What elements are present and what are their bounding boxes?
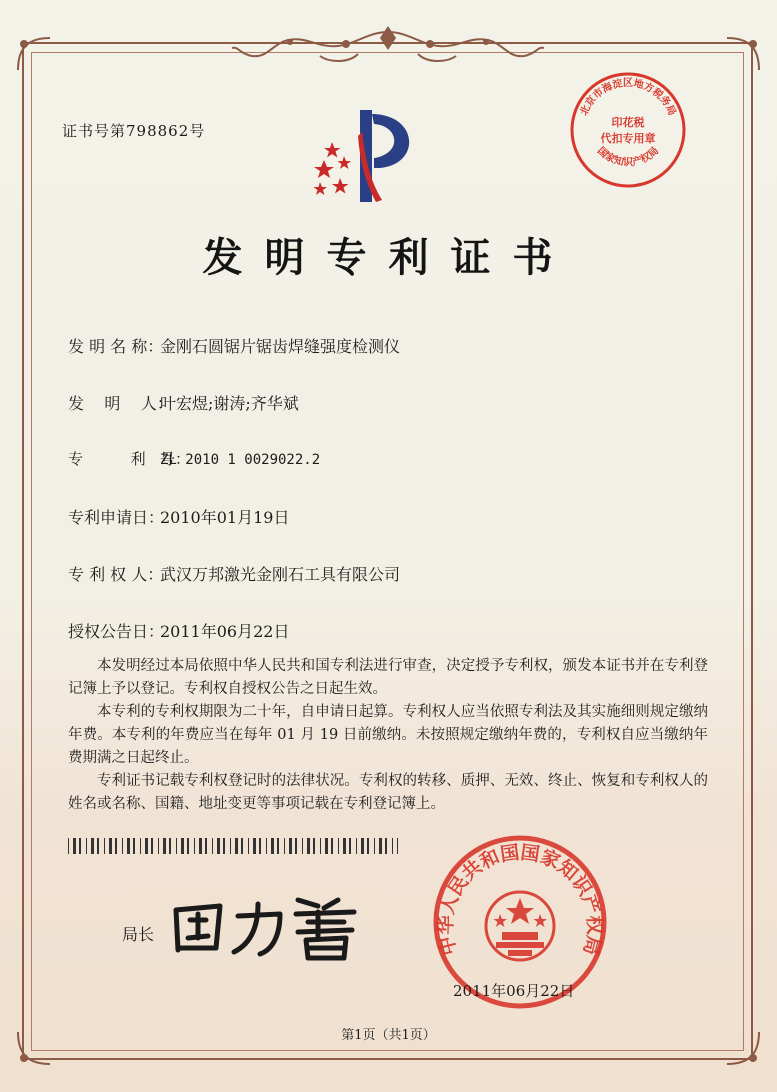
body-paragraph-1: 本发明经过本局依照中华人民共和国专利法进行审查，决定授予专利权，颁发本证书并在专利登记簿上予以登记。专利权自授权公告之日起生效。 — [68, 658, 708, 697]
filing-date-value: 2010年01月19日 — [160, 508, 290, 527]
page-number: 第1页（共1页） — [341, 1028, 436, 1043]
patentee-label: 专 利 权 人： — [68, 565, 164, 584]
field-grant-date — [68, 619, 289, 642]
patentee-value: 武汉万邦激光金刚石工具有限公司 — [160, 565, 401, 584]
barcode-icon — [68, 838, 398, 854]
director-signature-icon — [168, 892, 368, 962]
invention-name-value: 金刚石圆锯片锯齿焊缝强度检测仪 — [160, 337, 401, 356]
field-patent-number — [68, 448, 320, 469]
tax-seal-bottom-text: 国家知识产权局 — [594, 145, 662, 169]
corner-ornament-top-left-icon — [14, 34, 54, 74]
svg-text:北京市海淀区地方税务局 — [578, 76, 679, 117]
field-inventor — [68, 391, 299, 414]
document-title: 发明专利证书 — [202, 234, 575, 281]
tax-seal-outer-text: 北京市海淀区地方税务局 — [578, 78, 678, 118]
inventor-value: 叶宏煜;谢涛;齐华斌 — [160, 394, 299, 413]
director-label: 局长 — [122, 925, 155, 944]
field-invention-name — [68, 334, 400, 357]
grant-date-value: 2011年06月22日 — [160, 622, 290, 641]
field-patentee — [68, 562, 400, 585]
field-filing-date — [68, 505, 289, 528]
filing-date-label: 专利申请日： — [68, 508, 165, 527]
grant-date-label: 授权公告日： — [68, 622, 165, 641]
body-paragraph-3: 专利证书记载专利权登记时的法律状况。专利权的转移、质押、无效、终止、恢复和专利权人的姓名或名称、国籍、地址变更等事项记载在专利登记簿上。 — [68, 773, 708, 812]
svg-text:国家知识产权局 — [595, 144, 661, 169]
tax-seal-line1: 印花税 — [611, 116, 645, 129]
big-seal-text: 中华人民共和国国家知识产权局 — [434, 841, 606, 958]
inventor-label: 发 明 人： — [68, 394, 173, 413]
body-paragraph-2: 本专利的专利权期限为二十年，自申请日起算。专利权人应当依照专利法及其实施细则规定缴纳年费。本专利的年费应当在每年 01 月 19 日前缴纳。未按照规定缴纳年费的，专利权自应当缴纳年费期满之日起终止。 — [68, 704, 708, 766]
invention-name-label: 发 明 名 称： — [68, 337, 164, 356]
patent-office-logo-icon — [310, 102, 440, 207]
certificate-number: 证书号第798862号 — [62, 122, 206, 140]
corner-ornament-top-right-icon — [723, 34, 763, 74]
tax-seal-line2: 代扣专用章 — [600, 132, 656, 145]
patent-number-label: 专 利 号： — [68, 450, 190, 468]
certificate-body — [68, 655, 708, 816]
tax-bureau-seal-icon — [566, 68, 690, 192]
top-ornament-icon — [228, 24, 548, 70]
issue-date: 2011年06月22日 — [453, 982, 575, 1000]
patent-number-value: ZL 2010 1 0029022.2 — [160, 452, 321, 468]
